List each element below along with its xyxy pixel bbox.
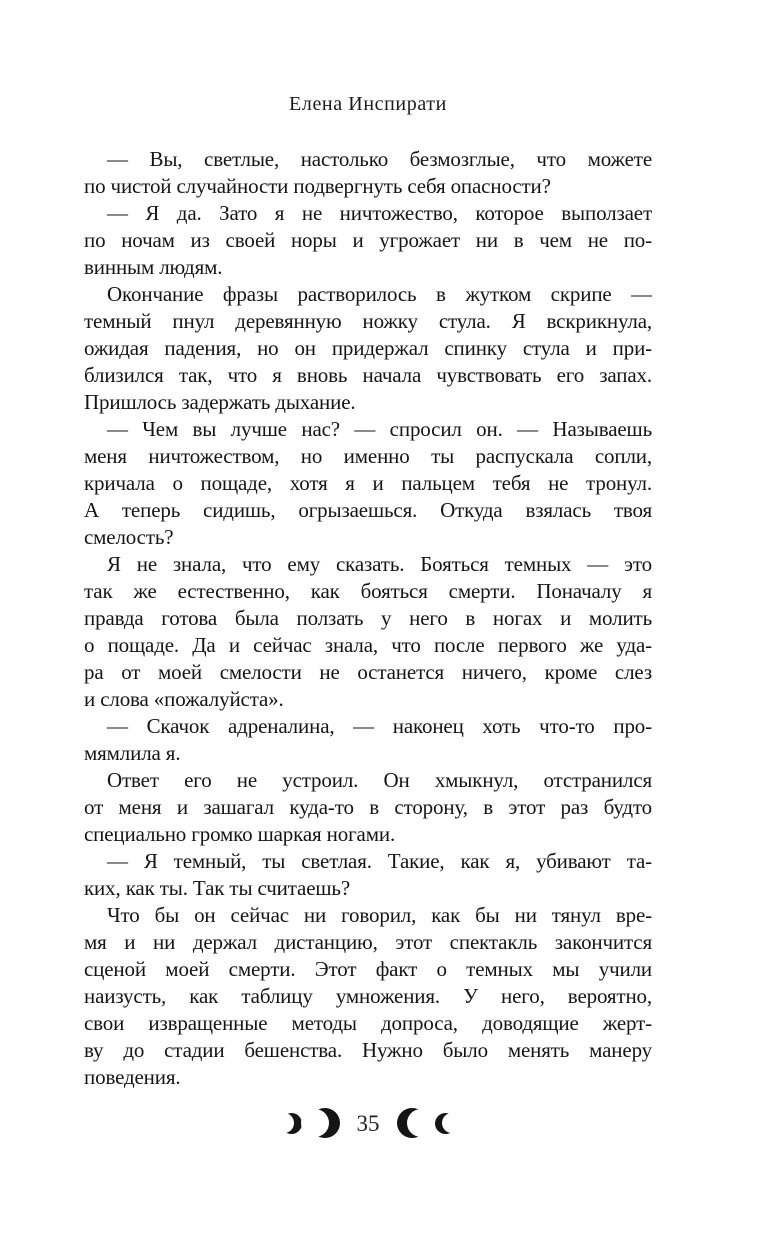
- paragraph: [84, 281, 652, 416]
- text-line: по ночам из своей норы и угрожает ни в чем не по-: [84, 228, 652, 252]
- text-line: меня ничтожеством, но именно ты распускала сопли,: [84, 444, 652, 468]
- text-line: ву до стадии бешенства. Нужно было менять манеру: [84, 1038, 652, 1062]
- text-line: — Вы, светлые, настолько безмозглые, что можете: [107, 147, 652, 171]
- text-line: винным людям.: [84, 255, 223, 279]
- text-line: поведения.: [84, 1065, 181, 1089]
- text-line: ожидая падения, но он придержал спинку стула и при-: [84, 336, 652, 360]
- paragraph: [84, 416, 652, 551]
- text-line: темный пнул деревянную ножку стула. Я вскрикнула,: [84, 309, 652, 333]
- text-line: — Я да. Зато я не ничтожество, которое выползает: [107, 201, 652, 225]
- paragraph: [84, 767, 652, 848]
- text-line: мя и ни держал дистанцию, этот спектакль закончится: [84, 930, 652, 954]
- text-line: близился так, что я вновь начала чувствовать его запах.: [84, 363, 652, 387]
- text-line: от меня и зашагал куда-то в сторону, в этот раз будто: [84, 795, 652, 819]
- running-header: Елена Инспирати: [289, 93, 447, 115]
- waning-crescent-small-icon: [435, 1113, 456, 1134]
- text-line: о пощаде. Да и сейчас знала, что после первого же уда-: [84, 633, 652, 657]
- text-line: Ответ его не устроил. Он хмыкнул, отстранился: [107, 768, 652, 792]
- page-footer: [84, 1104, 652, 1142]
- text-line: сценой моей смерти. Этот факт о темных мы учили: [84, 957, 652, 981]
- paragraph: [84, 902, 652, 1091]
- text-line: наизусть, как таблицу умножения. У него, вероятно,: [84, 984, 652, 1008]
- paragraph: [84, 551, 652, 713]
- text-line: Что бы он сейчас ни говорил, как бы ни тянул вре-: [107, 903, 652, 927]
- text-line: смелость?: [84, 525, 174, 549]
- text-line: — Скачок адреналина, — наконец хоть что-то про-: [107, 714, 652, 738]
- body-text: [84, 146, 652, 1091]
- text-line: свои извращенные методы допроса, доводящие жерт-: [84, 1011, 652, 1035]
- text-line: — Я темный, ты светлая. Такие, как я, убивают та-: [107, 849, 652, 873]
- text-line: и слова «пожалуйста».: [84, 687, 284, 711]
- waxing-crescent-large-icon: [310, 1108, 340, 1138]
- paragraph: [84, 848, 652, 902]
- page-number: 35: [356, 1110, 380, 1136]
- text-line: ра от моей смелости не останется ничего, кроме слез: [84, 660, 652, 684]
- paragraph: [84, 713, 652, 767]
- text-line: Окончание фразы растворилось в жутком скрипе —: [107, 282, 652, 306]
- waning-crescent-large-icon: [397, 1108, 427, 1138]
- waxing-crescent-small-icon: [281, 1113, 302, 1134]
- text-line: А теперь сидишь, огрызаешься. Откуда взялась твоя: [84, 498, 652, 522]
- text-line: ких, как ты. Так ты считаешь?: [84, 876, 350, 900]
- text-line: специально громко шаркая ногами.: [84, 822, 396, 846]
- paragraph: [84, 200, 652, 281]
- text-line: правда готова была ползать у него в ногах и молить: [84, 606, 652, 630]
- text-line: так же естественно, как бояться смерти. Поначалу я: [84, 579, 652, 603]
- text-line: мямлила я.: [84, 741, 181, 765]
- text-line: по чистой случайности подвергнуть себя опасности?: [84, 174, 551, 198]
- text-line: — Чем вы лучше нас? — спросил он. — Называешь: [107, 417, 652, 441]
- text-line: Пришлось задержать дыхание.: [84, 390, 356, 414]
- paragraph: [84, 146, 652, 200]
- text-line: кричала о пощаде, хотя я и пальцем тебя не тронул.: [84, 471, 652, 495]
- text-line: Я не знала, что ему сказать. Бояться темных — это: [107, 552, 652, 576]
